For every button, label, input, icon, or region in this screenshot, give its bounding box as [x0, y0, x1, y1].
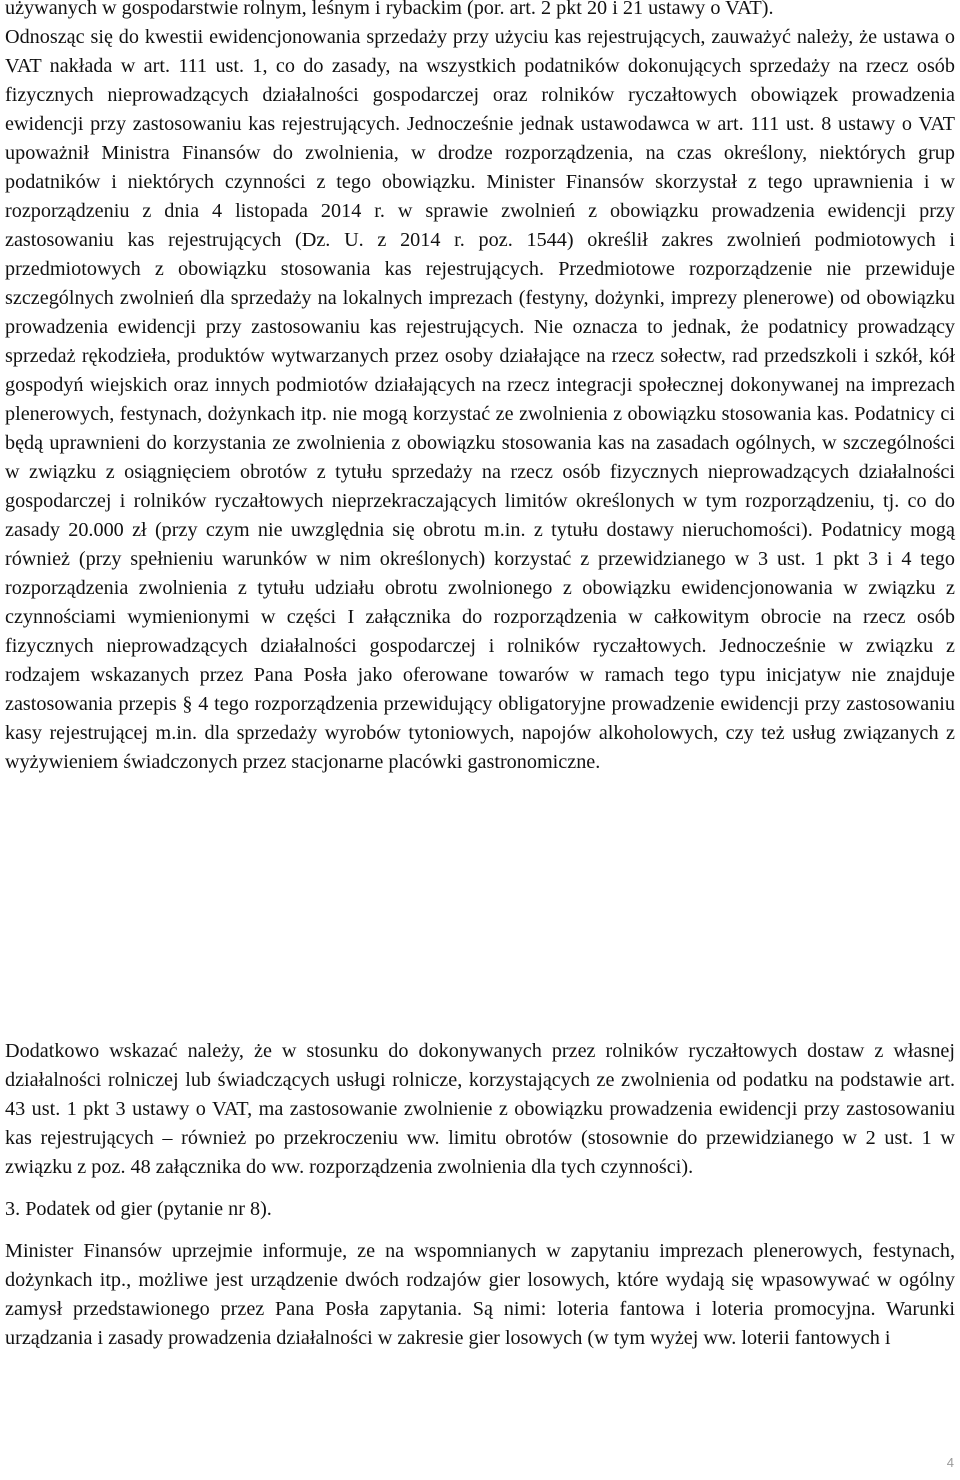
section-heading: 3. Podatek od gier (pytanie nr 8).	[5, 1198, 272, 1220]
paragraph-podatek-od-gier: Minister Finansów uprzejmie informuje, ze na wspomnianych w zapytaniu imprezach plenerowych, festynach, dożynkach itp., możliwe jest urządzenie dwóch rodzajów gier losowych, które wydają się wpasowywać w ogólny zamysł przedstawionego przez Pana Posła zapytania. Są nimi: loteria fantowa i loteria promocyjna. Warunki urządzania i zasady prowadzenia działalności w zakresie gier losowych (w tym wyżej ww. loterii fantowych i	[5, 1240, 955, 1349]
paragraph-block-2	[5, 1037, 955, 1182]
paragraph-rolnicy-ryczaltowi: Dodatkowo wskazać należy, że w stosunku do dokonywanych przez rolników ryczałtowych dostaw z własnej działalności rolniczej lub świadczących usługi rolnicze, korzystających ze zwolnienia od podatku na podstawie art. 43 ust. 1 pkt 3 ustawy o VAT, ma zastosowanie zwolnienie z obowiązku prowadzenia ewidencji przy zastosowaniu kas rejestrujących – również po przekroczeniu ww. limitu obrotów (stosownie do przewidzianego w 2 ust. 1 w związku z poz. 48 załącznika do ww. rozporządzenia zwolnienia dla tych czynności).	[5, 1040, 955, 1178]
paragraph-kasy-rejestrujace: Odnosząc się do kwestii ewidencjonowania sprzedaży przy użyciu kas rejestrujących, zauważyć należy, że ustawa o VAT nakłada w art. 111 ust. 1, co do zasady, na wszystkich podatników dokonujących sprzedaży na rzecz osób fizycznych nieprowadzących działalności gospodarczej oraz rolników ryczałtowych obowiązek prowadzenia ewidencji przy zastosowaniu kas rejestrujących. Jednocześnie jednak ustawodawca w art. 111 ust. 8 ustawy o VAT upoważnił Ministra Finansów do zwolnienia, w drodze rozporządzenia, na czas określony, niektórych grup podatników i niektórych czynności z tego obowiązku. Minister Finansów skorzystał z tego uprawnienia i w rozporządzeniu z dnia 4 listopada 2014 r. w sprawie zwolnień z obowiązku prowadzenia ewidencji przy zastosowaniu kas rejestrujących (Dz. U. z 2014 r. poz. 1544) określił zakres zwolnień podmiotowych i przedmiotowych z obowiązku stosowania kas rejestrujących. Przedmiotowe rozporządzenie nie przewiduje szczególnych zwolnień dla sprzedaży na lokalnych imprezach (festyny, dożynki, imprezy plenerowe) od obowiązku prowadzenia ewidencji przy zastosowaniu kas rejestrujących. Nie oznacza to jednak, że podatnicy prowadzący sprzedaż rękodzieła, produktów wytwarzanych przez osoby działające na rzecz sołectw, rad przedszkoli i szkół, kół gospodyń wiejskich oraz innych podmiotów działających na rzecz integracji społecznej dokonywanej na imprezach plenerowych, festynach, dożynkach itp. nie mogą korzystać ze zwolnienia z obowiązku stosowania kas. Podatnicy ci będą uprawnieni do korzystania ze zwolnienia z obowiązku stosowania kas na zasadach ogólnych, w szczególności w związku z osiągnięciem obrotów z tytułu sprzedaży na rzecz osób fizycznych nieprowadzących działalności gospodarczej i rolników ryczałtowych nieprzekraczających limitów określonych w tym rozporządzeniu, tj. co do zasady 20.000 zł (przy czym nie uwzględnia się obrotu m.in. z tytułu dostawy nieruchomości). Podatnicy mogą również (przy spełnieniu warunków w nim określonych) korzystać z przewidzianego w 3 ust. 1 pkt 3 i 4 tego rozporządzenia zwolnienia z tytułu udziału obrotu zwolnionego z obowiązku ewidencjonowania w związku z czynnościami wymienionymi w części I załącznika do rozporządzenia w całkowitym obrocie na rzecz osób fizycznych nieprowadzących działalności gospodarczej i rolników ryczałtowych. Jednocześnie w związku z rodzajem wskazanych przez Pana Posła jako oferowane towarów w ramach tego typu inicjatyw nie znajduje zastosowania przepis § 4 tego rozporządzenia przewidujący obligatoryjne prowadzenie ewidencji przy zastosowaniu kasy rejestrującej m.in. dla sprzedaży wyrobów tytoniowych, napojów alkoholowych, czy też usług związanych z wyżywieniem świadczonych przez stacjonarne placówki gastronomiczne.	[5, 26, 955, 773]
paragraph-block-4	[5, 1237, 955, 1353]
paragraph-block-1	[5, 0, 955, 777]
paragraph-continuation: używanych w gospodarstwie rolnym, leśnym i rybackim (por. art. 2 pkt 20 i 21 ustawy o VAT).	[5, 0, 774, 19]
page-number: 4	[946, 1455, 954, 1470]
section-heading-block	[5, 1195, 955, 1224]
